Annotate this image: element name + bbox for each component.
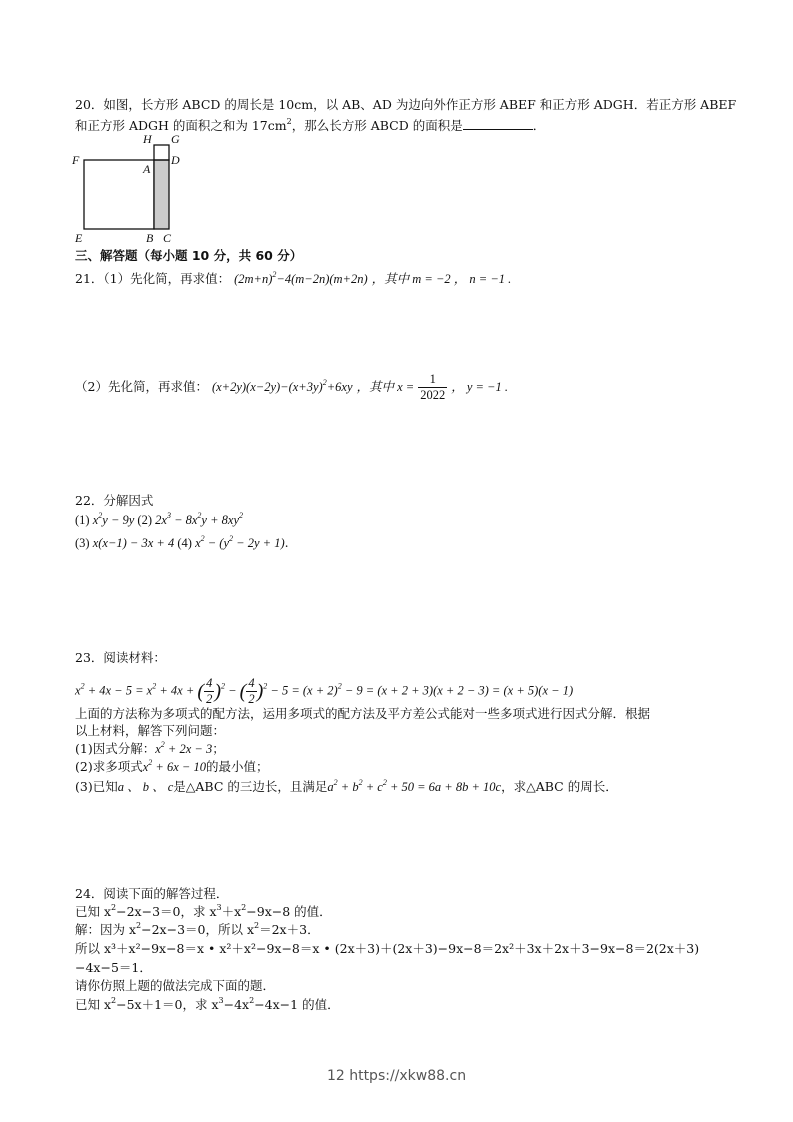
s: 2 [333,778,338,787]
t: 2x [155,513,167,527]
q24-title: 24．阅读下面的解答过程． [75,886,229,901]
s: 2 [220,681,225,691]
q20-line2-post: ，那么长方形 ABCD 的面积是 [291,118,463,133]
label-b: B [146,231,154,245]
geometry-diagram-icon [70,134,190,246]
t: −9x−8 的值． [246,904,332,919]
q23-item2 [75,759,268,775]
q21-part2-suffix: ， y = −1 . [451,380,508,394]
q23-title: 23．阅读材料： [75,650,166,665]
t: −2x−3＝0，所以 x [141,922,255,937]
s: 2 [111,903,117,912]
s: 2 [337,681,342,691]
q24-solution [75,922,320,938]
t: x [142,760,149,774]
rectangle-figure [70,134,190,246]
t: −4x−1 的值． [254,997,340,1012]
frac-num: 4 [206,676,213,690]
paren: ( [197,680,205,703]
s: 2 [98,511,103,520]
frac-num: 1 [418,372,447,388]
end: ，求△ABC 的周长． [501,779,618,794]
expr-sup: 2 [322,378,327,387]
q24-task [75,997,340,1013]
t: ＝2x＋3． [259,922,320,937]
label-1: (1) [75,513,93,527]
label-a: A [143,162,151,176]
q22-title: 22．分解因式 [75,493,154,508]
q24-so-line2: −4x−5＝1． [75,960,152,975]
t: −2x−3＝0，求 x [116,904,217,919]
q21-part1-prefix: 21．（1）先化简，再求值： [75,271,231,286]
expr [143,760,206,774]
t: ＋x [221,904,242,919]
q23-para-line1: 上面的方法称为多项式的配方法，运用多项式的配方法及平方差公式能对一些多项式进行因式分解．根据 [75,706,651,721]
s: 2 [358,778,363,787]
q21-part1 [75,271,511,287]
t: x [92,513,99,527]
t: x [75,683,81,698]
expr [155,742,212,756]
q23-para-line2: 以上材料，解答下列问题： [75,723,226,738]
label-g: G [171,132,180,146]
t: y + 8xy [201,513,240,527]
expr-b: +6xy [326,380,353,394]
t: − 5 = (x + 2) [267,683,338,698]
q20-sup: 2 [286,117,292,126]
label-4: (4) [174,536,196,550]
paren: ( [239,680,247,703]
t: 已知 x [75,904,112,919]
q24-so-line1: 所以 x³＋x²−9x−8＝x • x²＋x²−9x−8＝x • (2x＋3)＋(2x＋3)−9x−8＝2x²＋3x＋2x＋3−9x−8＝2(2x＋3) [75,941,700,956]
t: + c [362,780,383,794]
label: (1)因式分解： [75,741,156,756]
paren: ) [256,680,264,703]
answer-blank[interactable] [463,117,533,130]
t: −4x [223,997,250,1012]
expr-3: x(x−1) − 3x + 4 [92,536,175,550]
t: y − 9y [102,513,135,527]
s: 3 [218,996,224,1005]
t: − 2y + 1) [233,536,285,550]
mid: 是△ABC 的三边长，且满足 [173,779,328,794]
label-e: E [75,231,83,245]
t: −5x＋1＝0，求 x [116,997,219,1012]
label-2: (2) [134,513,156,527]
s: 3 [216,903,222,912]
s: 2 [197,511,202,520]
s: 2 [249,996,255,1005]
t: + 2x − 3 [164,742,213,756]
t: x [155,742,161,756]
label-c: C [163,231,172,245]
fraction-4-2 [204,676,214,707]
paren: ) [214,680,221,703]
q24-instruction: 请你仿照上题的做法完成下面的题． [75,978,276,993]
end: ； [212,741,225,756]
s: 2 [148,758,153,767]
q24-given [75,904,332,920]
t: 已知 x [75,997,112,1012]
s: 2 [160,740,165,749]
frac-num: 4 [248,676,255,690]
t: − 9 = (x + 2 + 3)(x + 2 − 3) = (x + 5)(x − 1) [341,683,574,698]
expr-a: (x+2y)(x−2y)−(x+3y) [211,380,323,394]
equation [327,780,501,794]
q22-row2 [75,535,289,551]
t: x [195,536,201,550]
s: 2 [111,996,117,1005]
s: 2 [200,534,205,543]
t: + 4x − 5 = x [84,683,153,698]
page-footer: 12 https://xkw88.cn [326,1068,467,1084]
end: . [284,535,289,550]
q23-item1 [75,741,225,757]
q21-part2-prefix: （2）先化简，再求值： [75,379,208,394]
section-title: 三、解答题（每小题 10 分，共 60 分） [75,248,303,263]
label-f: F [72,153,80,167]
frac-den: 2 [206,692,213,706]
q21-part2-mid: ，其中 x = [356,380,415,394]
q21-part1-expr [234,272,368,286]
q23-item3 [75,779,618,795]
q20-line1: 20．如图，长方形 ABCD 的周长是 10cm，以 AB、AD 为边向外作正方形 ABEF 和正方形 ADGH．若正方形 ABEF [75,97,737,112]
s: 2 [229,534,234,543]
t: − (y [204,536,230,550]
s: 2 [382,778,387,787]
t: 解：因为 x [75,922,137,937]
q20-line2-pre: 和正方形 ADGH 的面积之和为 17cm [75,118,287,133]
expr-2 [155,513,243,527]
t: + b [337,780,359,794]
t: + 6x − 10 [152,760,206,774]
label-d: D [171,153,180,167]
label-h: H [143,132,152,146]
expr-sup: 2 [272,270,277,279]
s: 2 [136,921,142,930]
q21-part2-expr [212,380,353,394]
label: (3)已知 [75,779,118,794]
expr-a: (2m+n) [234,272,273,286]
fraction-1-2022 [418,372,447,403]
s: 2 [80,681,85,691]
s: 2 [152,681,157,691]
q23-formula: $x^2 + 4x - 5 = x^2 + 4x$ + ( $\frac{4}{2}$ )$^2$ − ( $\frac{4}{2}$ )$^2 - 5 = (x + 2)^2 - 9 = (x + 2 + 3)(x + 2 - 3) = (x + 5)(x - 1)$ [75,676,574,706]
fraction-4-2 [246,676,256,707]
label-3: (3) [75,536,93,550]
label: (2)求多项式 [75,759,143,774]
end: 的最小值； [205,759,269,774]
s: 2 [263,681,268,691]
s: 2 [239,511,244,520]
s: 3 [166,511,171,520]
q20-line2-end: ． [532,118,546,133]
expr-4 [195,536,285,550]
t: + 4x + [156,683,198,698]
t: + 50 = 6a + 8b + 10c [386,780,502,794]
t: − 8x [170,513,198,527]
s: 2 [241,903,247,912]
q21-part1-suffix: ，其中 m = −2 ， n = −1 . [371,272,512,286]
vars: a 、 b 、 c [117,780,174,794]
frac-den: 2 [248,692,255,706]
frac-den: 2022 [420,388,446,402]
s: 2 [254,921,260,930]
expr-1 [93,513,135,527]
expr-b: −4(m−2n)(m+2n) [276,272,368,286]
q21-part2 [75,372,508,403]
q22-row1 [75,512,243,528]
t: a [327,780,334,794]
